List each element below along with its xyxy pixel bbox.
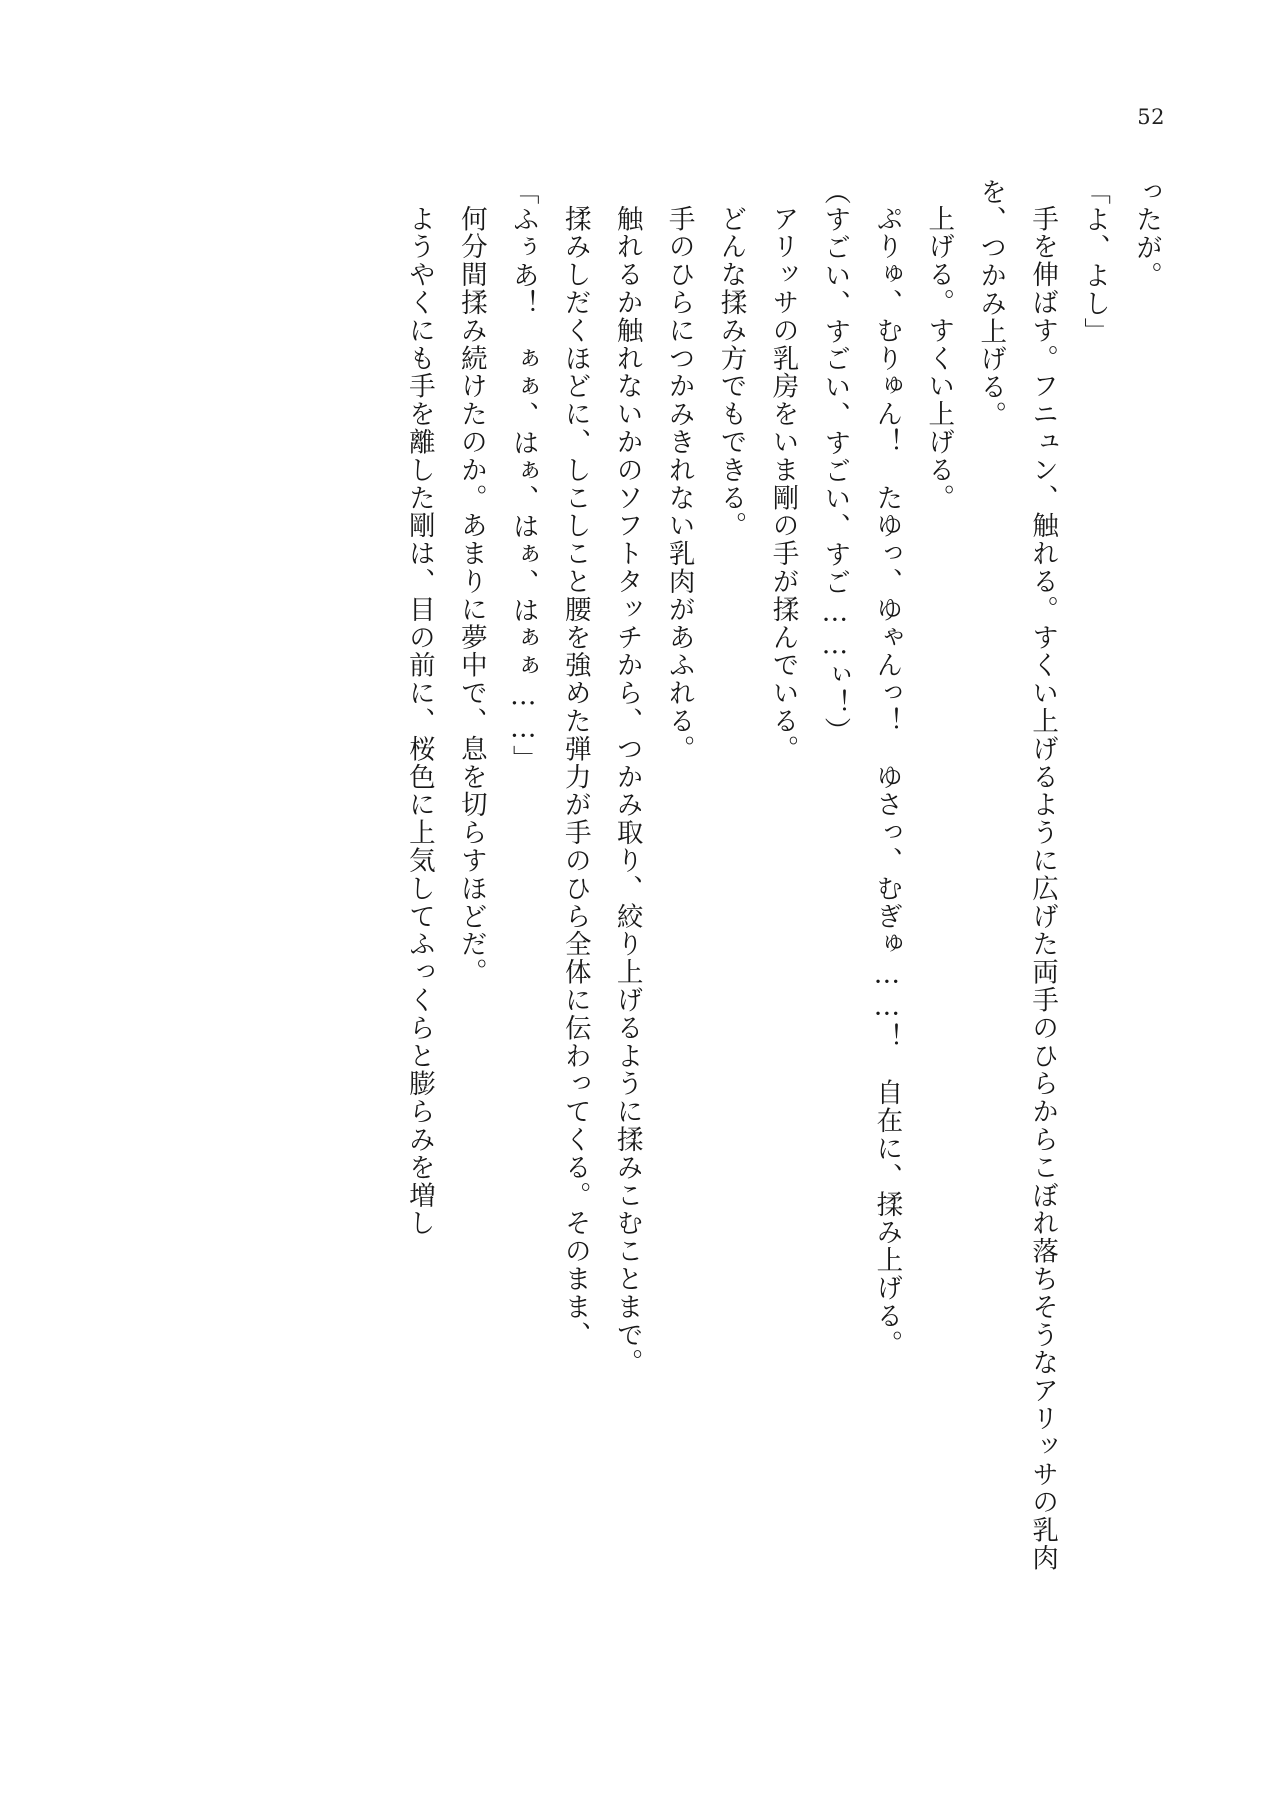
paragraph: （すごい、すごい、すごい、すご……ぃ！） bbox=[819, 178, 851, 745]
page-number: 52 bbox=[1137, 105, 1165, 129]
paragraph: 何分間揉み続けたのか。あまりに夢中で、息を切らすほどだ。 bbox=[455, 204, 487, 986]
paragraph: 触れるか触れないかのソフトタッチから、つかみ取り、絞り上げるように揉みこむことまで。 bbox=[611, 204, 643, 1377]
paragraph: 手のひらにつかみきれない乳肉があふれる。 bbox=[663, 204, 695, 763]
paragraph: ようやくにも手を離した剛は、目の前に、桜色に上気してふっくらと膨らみを増し bbox=[403, 204, 435, 1237]
paragraph: 手を伸ばす。フニュン、触れる。すくい上げるように広げた両手のひらからこぼれ落ちそうなアリッサの乳肉を、つかみ上げる。 bbox=[975, 178, 1059, 1572]
paragraph: ったが。 bbox=[1131, 178, 1162, 290]
paragraph: 「よ、よし」 bbox=[1079, 178, 1111, 346]
paragraph: アリッサの乳房をいま剛の手が揉んでいる。 bbox=[767, 204, 799, 763]
paragraph: どんな揉み方でもできる。 bbox=[715, 204, 747, 540]
page-body-text bbox=[332, 178, 1172, 1598]
paragraph: 「ふぅあ！ ぁぁ、はぁ、はぁ、はぁぁ……」 bbox=[507, 178, 539, 773]
paragraph: 上げる。すくい上げる。 bbox=[923, 204, 955, 512]
paragraph: ぷりゅ、むりゅん！ たゆっ、ゆゃんっ！ ゆさっ、むぎゅ……！ 自在に、揉み上げる。 bbox=[871, 204, 903, 1358]
paragraph: 揉みしだくほどに、しこしこと腰を強めた弾力が手のひら全体に伝わってくる。そのまま、 bbox=[559, 204, 591, 1349]
